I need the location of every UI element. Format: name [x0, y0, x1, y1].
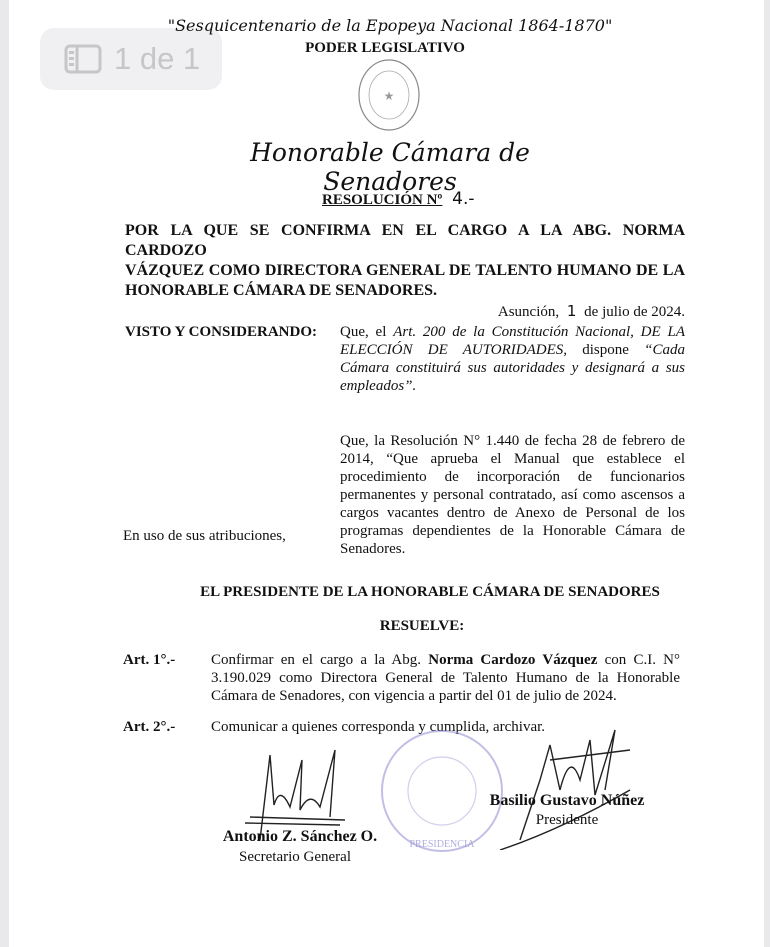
seal-icon [356, 58, 422, 132]
article-1-text [211, 651, 680, 705]
svg-text:★: ★ [383, 89, 395, 103]
sidebar-icon[interactable] [64, 44, 102, 74]
attributions: En uso de sus atribuciones, [123, 528, 286, 544]
president-name: Basilio Gustavo Núñez [489, 792, 645, 809]
text: Norma Cardozo Vázquez [428, 652, 598, 668]
text: dispone [567, 342, 645, 358]
text: con C.I. N° 3.190.029 como Directora General de Talento Humano de la Honorable Cámara de Senadores, con vigencia a partir del 01 de julio de 2024. [211, 652, 680, 704]
date-line [498, 302, 685, 321]
resuelve-heading: RESUELVE: [379, 618, 465, 634]
text: Confirmar en el cargo a la Abg. [211, 652, 429, 668]
motto: "Sesquicentenario de la Epopeya Nacional 1864-1870" [167, 16, 613, 35]
resolution-number [322, 189, 475, 209]
title-line: VÁZQUEZ COMO DIRECTORA GENERAL DE TALENTO HUMANO DE LA [125, 262, 685, 279]
president-signature-icon [480, 720, 640, 850]
secretary-role: Secretario General [238, 849, 352, 865]
text: “Cada Cámara constituirá sus autoridades y designará a sus empleados”. [340, 342, 685, 394]
text: Art. 200 de la Constitución Nacional, DE LA ELECCIÓN DE AUTORIDADES, [340, 324, 685, 358]
article-2-text: Comunicar a quienes corresponda y cumplida, archivar. [211, 719, 546, 735]
title-line: HONORABLE CÁMARA DE SENADORES. [125, 282, 438, 299]
svg-text:PRESIDENCIA: PRESIDENCIA [409, 839, 475, 850]
resolution-title [125, 221, 685, 301]
considerando-label: VISTO Y CONSIDERANDO: [125, 324, 317, 340]
date-rest: de julio de 2024. [584, 304, 685, 320]
resolution-label: RESOLUCIÓN Nº [322, 192, 443, 208]
date-place: Asunción, [497, 304, 560, 320]
article-2-label: Art. 2°.- [123, 719, 176, 735]
text: Que, el [340, 324, 394, 340]
page-indicator[interactable] [40, 28, 222, 90]
date-day: 1 [566, 302, 577, 320]
article-1-label: Art. 1°.- [123, 652, 176, 668]
branch-title: PODER LEGISLATIVO [305, 40, 465, 56]
secretary-name: Antonio Z. Sánchez O. [222, 828, 378, 845]
considerando-paragraph-2: Que, la Resolución N° 1.440 de fecha 28 de febrero de 2014, “Que aprueba el Manual que establece el procedimiento de incorporación de funcionarios permanentes y personal contratado, así como ascensos a cargos vacantes dentro de Anexo de Personal de los programas dependientes de la Honorable Cámara de Senadores. [340, 433, 685, 557]
president-heading: EL PRESIDENTE DE LA HONORABLE CÁMARA DE SENADORES [200, 584, 660, 600]
considerando-paragraph-1 [340, 323, 685, 395]
institution-title: Honorable Cámara de Senadores [250, 138, 530, 196]
president-role: Presidente [535, 812, 599, 828]
page-count: 1 de 1 [114, 41, 201, 76]
resolution-handwritten-number: 4.- [452, 189, 475, 209]
title-line: POR LA QUE SE CONFIRMA EN EL CARGO A LA ABG. NORMA CARDOZO [125, 222, 685, 259]
